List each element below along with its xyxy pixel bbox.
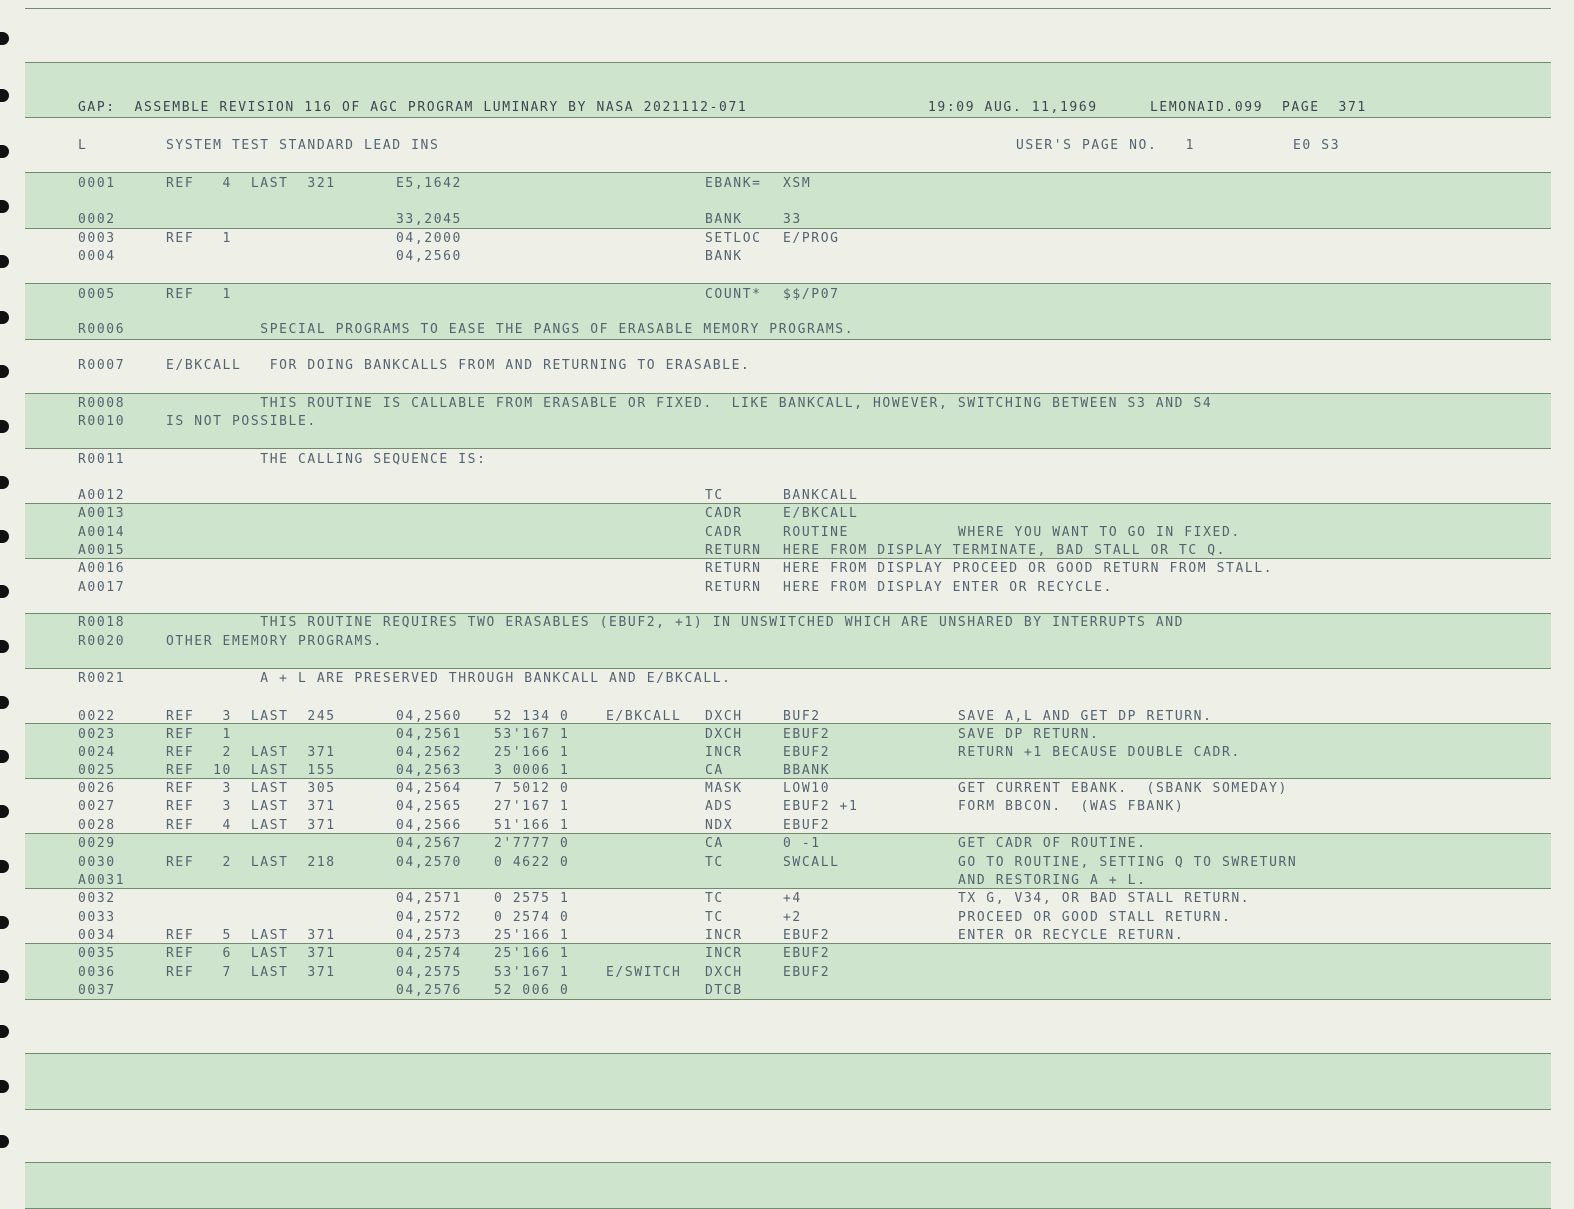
line-addr: 04,2562 [396, 745, 462, 760]
feed-hole [0, 916, 9, 929]
line-op: TC [705, 855, 724, 870]
line-operand: EBUF2 [783, 818, 831, 833]
line-addr: 04,2560 [396, 709, 462, 724]
remark-text: A + L ARE PRESERVED THROUGH BANKCALL AND E/BKCALL. [166, 671, 732, 686]
line-number: R0020 [78, 634, 126, 649]
line-number: R0021 [78, 671, 126, 686]
line-word: 2'7777 0 [494, 836, 570, 851]
remark-text: OTHER EMEMORY PROGRAMS. [166, 634, 383, 649]
line-op: DXCH [705, 965, 743, 980]
line-number: 0001 [78, 176, 116, 191]
line-ref: REF 3 LAST 245 [166, 709, 336, 724]
line-op: TC [705, 891, 724, 906]
top-rule [25, 8, 1551, 9]
line-operand: $$/P07 [783, 287, 840, 302]
line-label: E/SWITCH [606, 965, 682, 980]
line-comment: AND RESTORING A + L. [958, 873, 1147, 888]
line-word: 0 2575 1 [494, 891, 570, 906]
line-number: R0008 [78, 396, 126, 411]
feed-hole [0, 32, 9, 45]
line-number: A0017 [78, 580, 126, 595]
line-ref: REF 6 LAST 371 [166, 946, 336, 961]
line-number: 0029 [78, 836, 116, 851]
line-op: CA [705, 763, 724, 778]
line-operand: LOW10 [783, 781, 831, 796]
feed-hole [0, 1135, 9, 1148]
feed-hole [0, 200, 9, 213]
line-op: TC [705, 488, 724, 503]
line-word: 0 4622 0 [494, 855, 570, 870]
feed-hole [0, 805, 9, 818]
line-ref: REF 1 [166, 727, 232, 742]
users-page: USER'S PAGE NO. 1 [1016, 138, 1196, 153]
line-operand: EBUF2 [783, 928, 831, 943]
line-comment: GO TO ROUTINE, SETTING Q TO SWRETURN [958, 855, 1298, 870]
feed-hole [0, 970, 9, 983]
line-operand: ROUTINE [783, 525, 849, 540]
line-ref: REF 5 LAST 371 [166, 928, 336, 943]
line-addr: 04,2575 [396, 965, 462, 980]
line-number: 0027 [78, 799, 116, 814]
line-operand: +4 [783, 891, 802, 906]
line-operand: BUF2 [783, 709, 821, 724]
section-code: E0 S3 [1293, 138, 1341, 153]
feed-hole [0, 476, 9, 489]
paper-band [25, 1162, 1551, 1209]
line-word: 53'167 1 [494, 965, 570, 980]
feed-hole [0, 860, 9, 873]
feed-hole [0, 750, 9, 763]
line-addr: 04,2571 [396, 891, 462, 906]
line-op: BANK [705, 249, 743, 264]
line-op: DXCH [705, 727, 743, 742]
line-op: NDX [705, 818, 734, 833]
line-addr: 04,2567 [396, 836, 462, 851]
line-word: 51'166 1 [494, 818, 570, 833]
line-word: 27'167 1 [494, 799, 570, 814]
line-number: R0006 [78, 322, 126, 337]
remark-text: THIS ROUTINE REQUIRES TWO ERASABLES (EBUF2, +1) IN UNSWITCHED WHICH ARE UNSHARED BY INTERRUPTS AND [166, 615, 1185, 630]
line-op: ADS [705, 799, 734, 814]
line-ref: REF 2 LAST 218 [166, 855, 336, 870]
line-addr: 04,2576 [396, 983, 462, 998]
remark-text: IS NOT POSSIBLE. [166, 414, 317, 429]
line-addr: 33,2045 [396, 212, 462, 227]
line-operand: SWCALL [783, 855, 840, 870]
line-addr: 04,2574 [396, 946, 462, 961]
line-ref: REF 7 LAST 371 [166, 965, 336, 980]
line-addr: 04,2563 [396, 763, 462, 778]
line-operand: EBUF2 [783, 965, 831, 980]
line-comment: ENTER OR RECYCLE RETURN. [958, 928, 1185, 943]
line-op: RETURN [705, 580, 762, 595]
line-op: TC [705, 910, 724, 925]
line-number: 0024 [78, 745, 116, 760]
feed-hole [0, 255, 9, 268]
feed-hole [0, 585, 9, 598]
feed-hole [0, 145, 9, 158]
line-number: A0012 [78, 488, 126, 503]
line-number: R0010 [78, 414, 126, 429]
line-number: 0004 [78, 249, 116, 264]
line-op: RETURN [705, 561, 762, 576]
line-number: 0036 [78, 965, 116, 980]
line-number: 0030 [78, 855, 116, 870]
line-number: R0007 [78, 358, 126, 373]
feed-hole [0, 1080, 9, 1093]
line-number: A0015 [78, 543, 126, 558]
line-operand: +2 [783, 910, 802, 925]
remark-text: SPECIAL PROGRAMS TO EASE THE PANGS OF ERASABLE MEMORY PROGRAMS. [166, 322, 855, 337]
line-operand: BBANK [783, 763, 831, 778]
line-comment: SAVE A,L AND GET DP RETURN. [958, 709, 1213, 724]
line-operand: EBUF2 [783, 946, 831, 961]
line-number: 0003 [78, 231, 116, 246]
line-comment: GET CURRENT EBANK. (SBANK SOMEDAY) [958, 781, 1288, 796]
line-operand: HERE FROM DISPLAY TERMINATE, BAD STALL OR TC Q. [783, 543, 1227, 558]
line-number: A0016 [78, 561, 126, 576]
paper-band [25, 1053, 1551, 1110]
line-ref: REF 3 LAST 371 [166, 799, 336, 814]
line-operand: 0 -1 [783, 836, 821, 851]
line-ref: REF 1 [166, 231, 232, 246]
remark-text: THIS ROUTINE IS CALLABLE FROM ERASABLE OR FIXED. LIKE BANKCALL, HOWEVER, SWITCHING BETWEEN S3 AND S4 [166, 396, 1213, 411]
line-word: 25'166 1 [494, 928, 570, 943]
line-number: 0022 [78, 709, 116, 724]
line-ref: REF 10 LAST 155 [166, 763, 336, 778]
remark-text: E/BKCALL FOR DOING BANKCALLS FROM AND RETURNING TO ERASABLE. [166, 358, 751, 373]
line-op: INCR [705, 946, 743, 961]
listing-title: GAP: ASSEMBLE REVISION 116 OF AGC PROGRAM LUMINARY BY NASA 2021112-071 [78, 100, 748, 115]
line-operand: EBUF2 [783, 745, 831, 760]
line-operand: BANKCALL [783, 488, 859, 503]
line-op: DTCB [705, 983, 743, 998]
line-number: 0005 [78, 287, 116, 302]
line-word: 52 006 0 [494, 983, 570, 998]
line-op: INCR [705, 745, 743, 760]
line-comment: TX G, V34, OR BAD STALL RETURN. [958, 891, 1251, 906]
line-operand: 33 [783, 212, 802, 227]
line-operand: E/BKCALL [783, 506, 859, 521]
line-addr: 04,2561 [396, 727, 462, 742]
feed-hole [0, 420, 9, 433]
line-op: SETLOC [705, 231, 762, 246]
line-addr: 04,2573 [396, 928, 462, 943]
line-op: CA [705, 836, 724, 851]
line-word: 25'166 1 [494, 946, 570, 961]
line-operand: EBUF2 +1 [783, 799, 859, 814]
line-operand: HERE FROM DISPLAY PROCEED OR GOOD RETURN FROM STALL. [783, 561, 1274, 576]
line-number: A0013 [78, 506, 126, 521]
line-number: 0023 [78, 727, 116, 742]
line-label: E/BKCALL [606, 709, 682, 724]
line-op: COUNT* [705, 287, 762, 302]
line-op: EBANK= [705, 176, 762, 191]
line-addr: 04,2565 [396, 799, 462, 814]
line-addr: 04,2566 [396, 818, 462, 833]
line-op: CADR [705, 525, 743, 540]
line-number: 0034 [78, 928, 116, 943]
line-op: MASK [705, 781, 743, 796]
line-number: R0011 [78, 452, 126, 467]
line-comment: SAVE DP RETURN. [958, 727, 1100, 742]
line-comment: GET CADR OF ROUTINE. [958, 836, 1147, 851]
line-ref: REF 4 LAST 321 [166, 176, 336, 191]
feed-hole [0, 89, 9, 102]
line-op: RETURN [705, 543, 762, 558]
line-ref: REF 3 LAST 305 [166, 781, 336, 796]
line-addr: 04,2560 [396, 249, 462, 264]
line-comment: RETURN +1 BECAUSE DOUBLE CADR. [958, 745, 1241, 760]
line-comment: WHERE YOU WANT TO GO IN FIXED. [958, 525, 1241, 540]
section-title: SYSTEM TEST STANDARD LEAD INS [166, 138, 440, 153]
line-addr: 04,2000 [396, 231, 462, 246]
line-ref: REF 2 LAST 371 [166, 745, 336, 760]
subheader-left: L [78, 138, 88, 153]
line-number: 0025 [78, 763, 116, 778]
line-operand: XSM [783, 176, 812, 191]
line-word: 52 134 0 [494, 709, 570, 724]
line-comment: PROCEED OR GOOD STALL RETURN. [958, 910, 1232, 925]
line-number: 0037 [78, 983, 116, 998]
line-op: INCR [705, 928, 743, 943]
line-number: 0032 [78, 891, 116, 906]
line-word: 0 2574 0 [494, 910, 570, 925]
line-operand: HERE FROM DISPLAY ENTER OR RECYCLE. [783, 580, 1113, 595]
line-number: A0031 [78, 873, 126, 888]
line-number: 0028 [78, 818, 116, 833]
line-addr: 04,2564 [396, 781, 462, 796]
line-op: CADR [705, 506, 743, 521]
line-number: 0033 [78, 910, 116, 925]
line-comment: FORM BBCON. (WAS FBANK) [958, 799, 1185, 814]
line-op: BANK [705, 212, 743, 227]
line-number: 0026 [78, 781, 116, 796]
line-operand: E/PROG [783, 231, 840, 246]
line-number: R0018 [78, 615, 126, 630]
feed-hole [0, 530, 9, 543]
line-word: 25'166 1 [494, 745, 570, 760]
feed-hole [0, 365, 9, 378]
line-word: 53'167 1 [494, 727, 570, 742]
line-number: 0035 [78, 946, 116, 961]
line-addr: 04,2572 [396, 910, 462, 925]
remark-text: THE CALLING SEQUENCE IS: [166, 452, 487, 467]
line-op: DXCH [705, 709, 743, 724]
feed-hole [0, 1025, 9, 1038]
feed-hole [0, 640, 9, 653]
timestamp: 19:09 AUG. 11,1969 [928, 100, 1098, 115]
line-ref: REF 1 [166, 287, 232, 302]
page-id: LEMONAID.099 PAGE 371 [1150, 100, 1367, 115]
line-number: A0014 [78, 525, 126, 540]
line-addr: E5,1642 [396, 176, 462, 191]
line-ref: REF 4 LAST 371 [166, 818, 336, 833]
feed-hole [0, 696, 9, 709]
line-word: 3 0006 1 [494, 763, 570, 778]
line-addr: 04,2570 [396, 855, 462, 870]
line-number: 0002 [78, 212, 116, 227]
line-word: 7 5012 0 [494, 781, 570, 796]
feed-hole [0, 311, 9, 324]
line-operand: EBUF2 [783, 727, 831, 742]
